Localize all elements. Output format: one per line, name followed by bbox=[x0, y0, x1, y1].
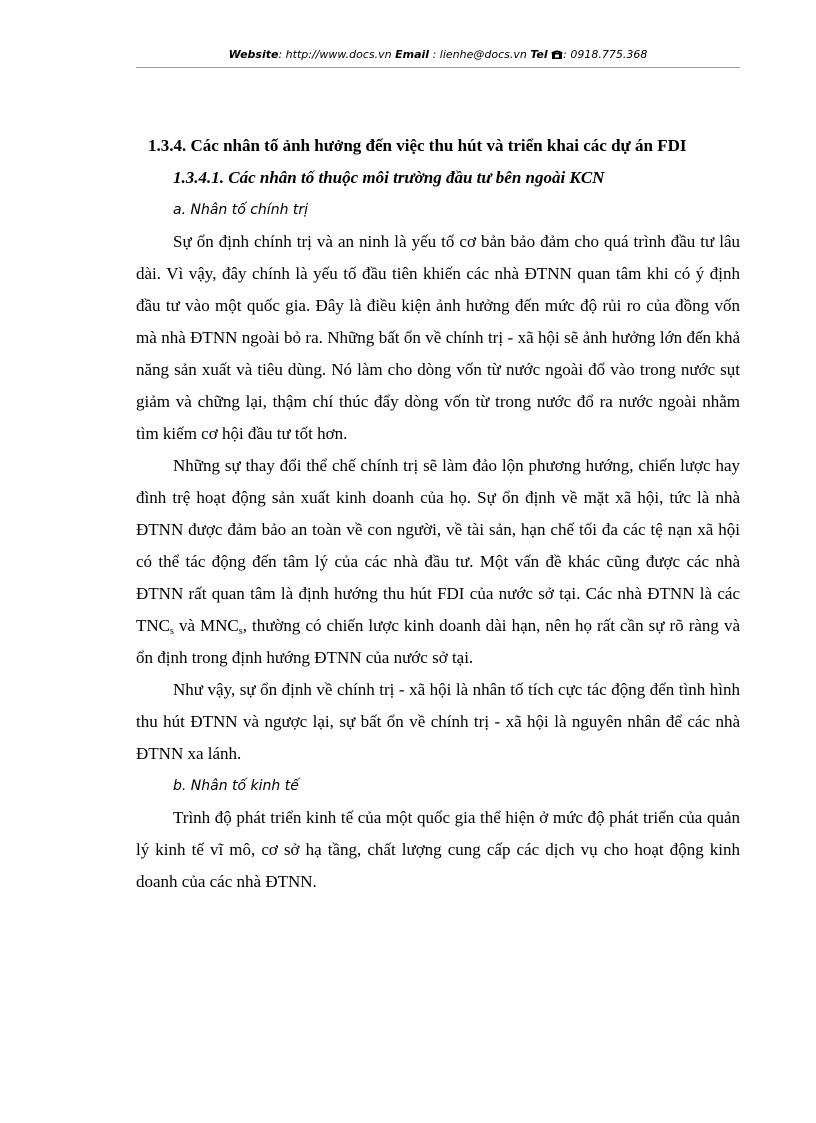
paragraph-3: Như vậy, sự ổn định về chính trị - xã hội là nhân tố tích cực tác động đến tình hình thu hút ĐTNN và ngược lại, sự bất ổn về chính trị - xã hội là nguyên nhân để các nhà ĐTNN xa lánh. bbox=[136, 680, 740, 763]
plural-subscript-1: s bbox=[170, 626, 174, 637]
website-label: Website bbox=[228, 48, 279, 61]
paragraph-2-part-mid: và MNC bbox=[173, 616, 239, 635]
paragraph-2 bbox=[136, 450, 740, 674]
website-value[interactable]: : http://www.docs.vn bbox=[278, 48, 392, 61]
email-value[interactable]: : lienhe@docs.vn bbox=[432, 48, 527, 61]
section-heading: 1.3.4. Các nhân tố ảnh hưởng đến việc thu hút và triển khai các dự án FDI bbox=[148, 136, 687, 155]
tel-value: : 0918.775.368 bbox=[563, 48, 648, 61]
tel-label: Tel bbox=[530, 48, 548, 61]
paragraph-1: Sự ổn định chính trị và an ninh là yếu tố cơ bản bảo đảm cho quá trình đầu tư lâu dài. Vì vậy, đây chính là yếu tố đầu tiên khiến các nhà ĐTNN quan tâm khi có ý định đầu tư vào một quốc gia. Đây là điều kiện ảnh hưởng đến mức độ rủi ro của đồng vốn mà nhà ĐTNN ngoài bỏ ra. Những bất ổn về chính trị - xã hội sẽ ảnh hưởng lớn đến khả năng sản xuất và tiêu dùng. Nó làm cho dòng vốn từ nước ngoài đổ vào trong nước sụt giảm và chững lại, thậm chí thúc đẩy dòng vốn từ trong nước đổ ra nước ngoài nhằm tìm kiếm cơ hội đầu tư tốt hơn. bbox=[136, 232, 740, 443]
paragraph-2-part-b: , thường có chiến lược kinh doanh dài hạn, nên họ rất cần sự rõ ràng và ổn định trong định hướng ĐTNN của nước sở tại. bbox=[136, 616, 741, 667]
phone-icon bbox=[551, 49, 563, 59]
subsection-heading: 1.3.4.1. Các nhân tố thuộc môi trường đầu tư bên ngoài KCN bbox=[173, 168, 605, 187]
paragraph-2-part-a: Những sự thay đổi thể chế chính trị sẽ làm đảo lộn phương hướng, chiến lược hay đình trệ hoạt động sản xuất kinh doanh của họ. Sự ổn định về mặt xã hội, tức là nhà ĐTNN được đảm bảo an toàn về con người, về tài sản, hạn chế tối đa các tệ nạn xã hội có thể tác động đến tâm lý của các nhà đầu tư. Một vấn đề khác cũng được các nhà ĐTNN rất quan tâm là định hướng thu hút FDI của nước sở tại. Các nhà ĐTNN là các TNC bbox=[136, 456, 740, 635]
email-label: Email bbox=[395, 48, 430, 61]
document-body bbox=[136, 130, 740, 898]
plural-subscript-2: s bbox=[238, 626, 243, 637]
header-divider bbox=[136, 67, 740, 68]
page-header bbox=[136, 48, 740, 66]
item-b-heading: b. Nhân tố kinh tế bbox=[173, 778, 299, 794]
paragraph-4: Trình độ phát triển kinh tế của một quốc gia thể hiện ở mức độ phát triển của quản lý kinh tế vĩ mô, cơ sở hạ tầng, chất lượng cung cấp các dịch vụ cho hoạt động kinh doanh của các nhà ĐTNN. bbox=[136, 808, 740, 891]
item-a-heading: a. Nhân tố chính trị bbox=[173, 202, 309, 218]
